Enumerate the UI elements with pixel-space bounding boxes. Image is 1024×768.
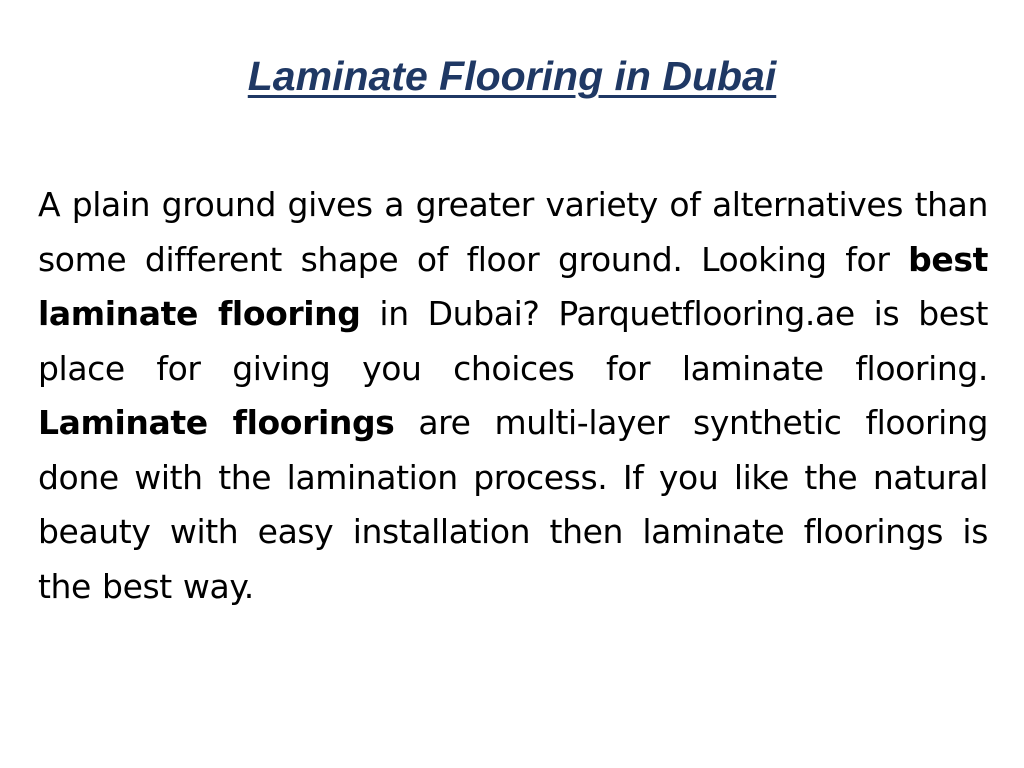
paragraph-text-2: in Dubai? Parquetflooring.ae is best place for giving you choices for laminate flooring. xyxy=(38,294,988,388)
paragraph-bold-1: best laminate flooring xyxy=(38,239,988,333)
slide-body-paragraph xyxy=(38,178,988,614)
paragraph-text-3: are multi-layer synthetic flooring done with the lamination process. If you like the natural beauty with easy installation then laminate floorings is the best way. xyxy=(38,403,989,606)
paragraph-bold-2: Laminate floorings xyxy=(38,403,395,442)
paragraph-text-1: A plain ground gives a greater variety of alternatives than some different shape of floor ground. Looking for xyxy=(38,185,988,279)
slide-title-text: Laminate Flooring in Dubai xyxy=(247,53,777,99)
slide-title xyxy=(0,46,1024,106)
